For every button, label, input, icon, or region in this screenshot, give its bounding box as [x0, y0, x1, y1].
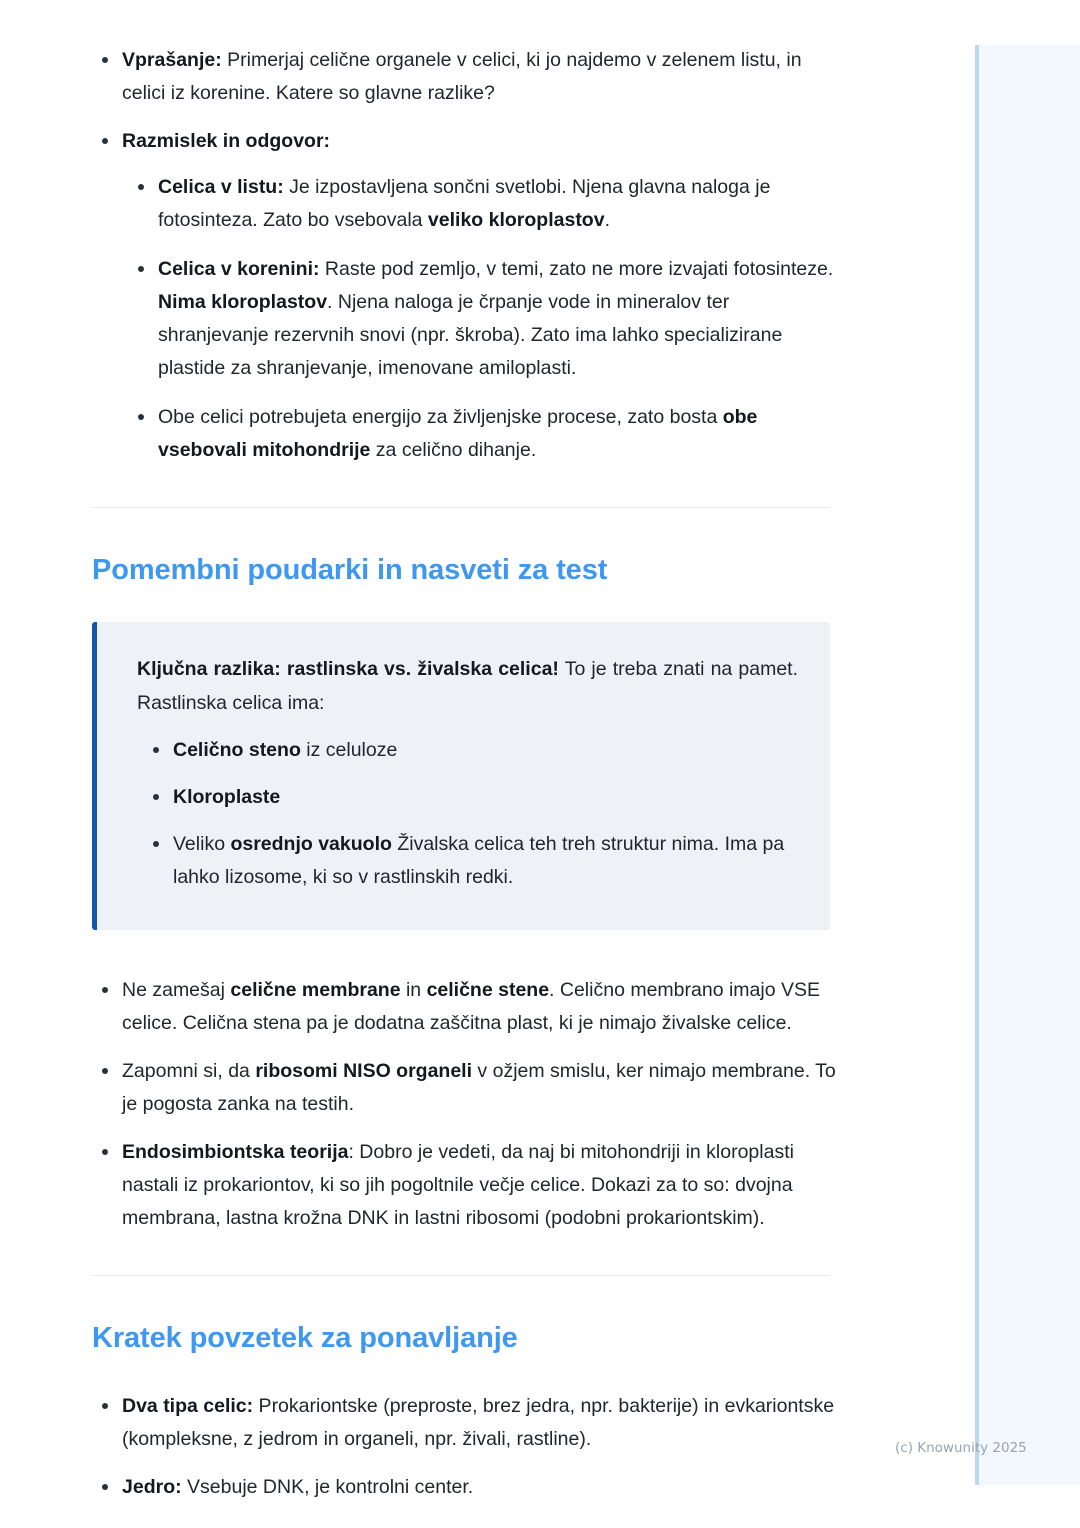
answer-sublist — [122, 171, 837, 467]
list-item — [137, 828, 798, 894]
list-item-question — [92, 44, 837, 110]
cell-types-text: Prokariontske (preproste, brez jedra, npr. bakterije) in evkariontske (kompleksne, z jedrom in organeli, npr. živali, rastline). — [122, 1395, 835, 1450]
callout-lead — [137, 652, 798, 720]
callout-item-pre: Veliko — [173, 833, 231, 855]
copyright-watermark: (c) Knowunity 2025 — [895, 1440, 1027, 1456]
callout-item-bold: Kloroplaste — [173, 786, 281, 808]
question-answer-list — [92, 44, 837, 467]
b1-bold-d: celične stene — [426, 979, 550, 1001]
list-item — [137, 734, 798, 767]
section-title-tips: Pomembni poudarki in nasveti za test — [92, 554, 608, 586]
b1-text-e: . Celično membrano imajo VSE celice. Celična stena pa je dodatna zaščitna plast, ki je nimajo živalske celice. — [122, 979, 820, 1034]
mitochondria-text-a: Obe celici potrebujeta energijo za življenjske procese, zato bosta — [158, 406, 723, 428]
question-text: Primerjaj celične organele v celici, ki jo najdemo v zelenem listu, in celici iz korenine. Katere so glavne razlike? — [122, 49, 802, 104]
section-title-summary: Kratek povzetek za ponavljanje — [92, 1322, 518, 1354]
right-edge-strip — [975, 45, 1080, 1485]
list-item-membrane-vs-wall — [92, 974, 837, 1040]
root-cell-label: Celica v korenini: — [158, 258, 320, 280]
b1-bold-b: celične membrane — [230, 979, 401, 1001]
summary-list — [92, 1390, 837, 1504]
callout-lead-rest: To je treba znati na pamet. Rastlinska celica ima: — [137, 658, 798, 714]
callout-item-rest: iz celuloze — [300, 739, 398, 761]
callout-list — [137, 734, 798, 894]
root-cell-bold: Nima kloroplastov — [158, 291, 328, 313]
b3-text-b: : Dobro je vedeti, da naj bi mitohondriji in kloroplasti nastali iz prokariontov, ki so jih pogoltnile večje celice. Dokazi za to so: dvojna membrana, lastna krožna DNK in lastni ribosomi (podobni prokariontskim). — [122, 1141, 794, 1229]
divider-1 — [92, 507, 830, 508]
root-cell-text-c: . Njena naloga je črpanje vode in mineralov ter shranjevanje rezervnih snovi (npr. škroba). Zato ima lahko specializirane plastide za shranjevanje, imenovane amiloplasti. — [158, 291, 783, 379]
b1-text-c: in — [400, 979, 427, 1001]
nucleus-label: Jedro: — [122, 1476, 182, 1498]
callout-lead-bold: Ključna razlika: rastlinska vs. živalska celica! — [137, 658, 559, 680]
list-item — [137, 781, 798, 814]
document-content — [92, 44, 837, 1504]
leaf-cell-text-c: . — [604, 209, 610, 231]
callout-item-rest: Živalska celica teh treh struktur nima. Ima pa lahko lizosome, ki so v rastlinskih redki. — [173, 833, 785, 888]
root-cell-text-a: Raste pod zemljo, v temi, zato ne more izvajati fotosinteze. — [319, 258, 834, 280]
callout-item-bold: osrednjo vakuolo — [230, 833, 392, 855]
answer-label: Razmislek in odgovor: — [122, 130, 331, 152]
leaf-cell-text-a: Je izpostavljena sončni svetlobi. Njena glavna naloga je fotosinteza. Zato bo vsebovala — [158, 176, 771, 231]
b2-bold-b: ribosomi NISO organeli — [255, 1060, 473, 1082]
b3-bold-a: Endosimbiontska teorija — [122, 1141, 349, 1163]
divider-2 — [92, 1275, 830, 1276]
question-label: Vprašanje: — [122, 49, 222, 71]
list-item-answer — [92, 125, 837, 467]
list-item-leaf-cell — [122, 171, 837, 237]
list-item-ribosomes — [92, 1055, 837, 1121]
b1-text-a: Ne zamešaj — [122, 979, 231, 1001]
nucleus-text: Vsebuje DNK, je kontrolni center. — [181, 1476, 474, 1498]
list-item-cell-types — [92, 1390, 837, 1456]
tips-list — [92, 974, 837, 1235]
callout-item-bold: Celično steno — [173, 739, 301, 761]
b2-text-c: v ožjem smislu, ker nimajo membrane. To je pogosta zanka na testih. — [122, 1060, 836, 1115]
list-item-nucleus — [92, 1471, 837, 1504]
leaf-cell-bold: veliko kloroplastov — [427, 209, 605, 231]
b2-text-a: Zapomni si, da — [122, 1060, 256, 1082]
leaf-cell-label: Celica v listu: — [158, 176, 284, 198]
list-item-endosymbiosis — [92, 1136, 837, 1235]
cell-types-label: Dva tipa celic: — [122, 1395, 254, 1417]
mitochondria-text-c: za celično dihanje. — [370, 439, 537, 461]
list-item-root-cell — [122, 253, 837, 385]
key-difference-callout — [92, 622, 830, 930]
list-item-mitochondria — [122, 401, 837, 467]
mitochondria-bold: obe vsebovali mitohondrije — [158, 406, 758, 461]
